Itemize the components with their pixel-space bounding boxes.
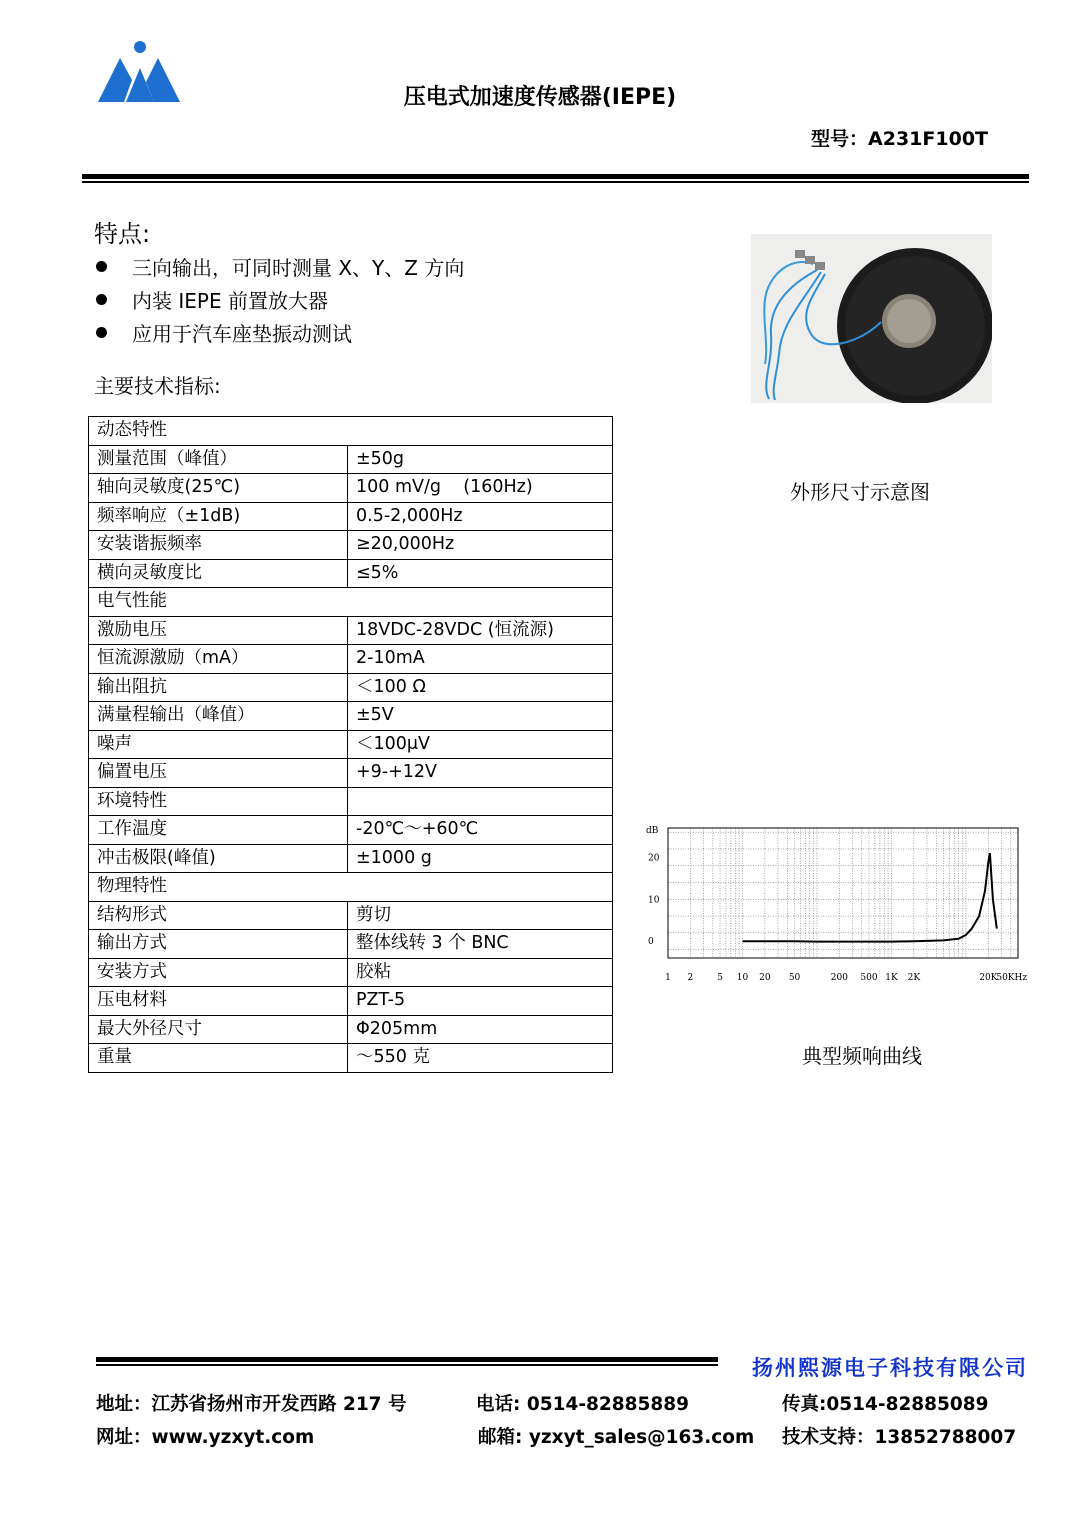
table-row [89, 645, 613, 674]
footer-support: 技术支持：13852788007 [782, 1427, 1017, 1448]
table-row [89, 445, 613, 474]
feature-item [96, 252, 464, 281]
y-tick-label: 20 [648, 853, 660, 864]
product-photo [751, 234, 992, 403]
spec-label: 横向灵敏度比 [89, 559, 348, 588]
section-title: 物理特性 [89, 873, 613, 902]
table-row [89, 1044, 613, 1073]
y-tick-label: 10 [648, 895, 660, 906]
x-tick-label: 2 [687, 973, 694, 983]
spec-value: 胶粘 [348, 958, 613, 987]
frequency-response-chart [640, 820, 1060, 990]
footer-divider [96, 1357, 718, 1362]
header-divider-thin [82, 181, 1029, 183]
spec-label: 测量范围（峰值） [89, 445, 348, 474]
feature-item [96, 318, 352, 347]
spec-table [88, 416, 613, 1073]
x-tick-label: 20 [759, 973, 771, 983]
x-tick-label: 20K [979, 973, 998, 983]
spec-value: 100 mV/g (160Hz) [348, 474, 613, 503]
table-row [89, 759, 613, 788]
bullet-icon [96, 294, 107, 305]
x-tick-label: 1 [665, 973, 671, 983]
table-row [89, 901, 613, 930]
spec-label: 输出阻抗 [89, 673, 348, 702]
spec-value: ≥20,000Hz [348, 531, 613, 560]
spec-label: 冲击极限(峰值) [89, 844, 348, 873]
spec-value: ±5V [348, 702, 613, 731]
table-row [89, 531, 613, 560]
spec-label: 工作温度 [89, 816, 348, 845]
spec-label: 噪声 [89, 730, 348, 759]
feature-text: 内装 IEPE 前置放大器 [132, 289, 328, 313]
spec-label: 恒流源激励（mA） [89, 645, 348, 674]
section-title: 环境特性 [89, 787, 348, 816]
section-row [89, 417, 613, 446]
company-logo [96, 40, 180, 104]
feature-text: 三向输出，可同时测量 X、Y、Z 方向 [132, 256, 465, 280]
section-row [89, 873, 613, 902]
feature-text: 应用于汽车座垫振动测试 [132, 322, 352, 346]
spec-label: 激励电压 [89, 616, 348, 645]
spec-value: +9-+12V [348, 759, 613, 788]
y-tick-label: 0 [648, 937, 654, 948]
document-title: 压电式加速度传感器(IEPE) [403, 85, 677, 110]
x-tick-label: 50KHz [996, 973, 1028, 983]
spec-value: ≤5% [348, 559, 613, 588]
spec-label: 结构形式 [89, 901, 348, 930]
spec-value: ±1000 g [348, 844, 613, 873]
table-row [89, 673, 613, 702]
spec-label: 偏置电压 [89, 759, 348, 788]
table-row [89, 559, 613, 588]
x-tick-label: 1K [885, 973, 898, 983]
table-row [89, 987, 613, 1016]
table-row [89, 816, 613, 845]
section-title: 动态特性 [89, 417, 613, 446]
footer-address: 地址：江苏省扬州市开发西路 217 号 [96, 1394, 407, 1415]
x-tick-label: 50 [788, 973, 801, 983]
spec-label: 频率响应（±1dB) [89, 502, 348, 531]
x-tick-label: 200 [830, 973, 848, 983]
spec-label: 输出方式 [89, 930, 348, 959]
table-row [89, 958, 613, 987]
photo-caption: 外形尺寸示意图 [790, 480, 930, 504]
footer-email[interactable]: 邮箱: yzxyt_sales@163.com [478, 1427, 755, 1448]
chart-grid [668, 828, 1018, 958]
spec-label: 安装方式 [89, 958, 348, 987]
section-row [89, 588, 613, 617]
sensor-illustration [751, 234, 992, 403]
y-axis-label: dB [646, 826, 659, 836]
spec-value: ＜100μV [348, 730, 613, 759]
x-tick-labels [665, 973, 1027, 983]
model-number: 型号：A231F100T [811, 128, 988, 150]
bullet-icon [96, 327, 107, 338]
company-name: 扬州熙源电子科技有限公司 [752, 1356, 1028, 1380]
spec-label: 轴向灵敏度(25℃) [89, 474, 348, 503]
spec-value: PZT-5 [348, 987, 613, 1016]
spec-label: 安装谐振频率 [89, 531, 348, 560]
spec-label: 满量程输出（峰值） [89, 702, 348, 731]
table-row [89, 844, 613, 873]
spec-value: ＜100 Ω [348, 673, 613, 702]
table-row [89, 702, 613, 731]
x-tick-label: 5 [717, 973, 723, 983]
table-row [89, 616, 613, 645]
section-row [89, 787, 613, 816]
table-row [89, 1015, 613, 1044]
footer-fax: 传真:0514-82885089 [782, 1394, 989, 1415]
features-heading: 特点: [94, 220, 151, 248]
spec-label: 重量 [89, 1044, 348, 1073]
x-tick-label: 2K [907, 973, 921, 983]
plot-frame [668, 828, 1018, 958]
table-row [89, 730, 613, 759]
header-divider [82, 174, 1029, 179]
spec-value: 整体线转 3 个 BNC [348, 930, 613, 959]
footer-website[interactable]: 网址：www.yzxyt.com [96, 1427, 315, 1448]
spec-value: ±50g [348, 445, 613, 474]
spec-value: ～550 克 [348, 1044, 613, 1073]
bullet-icon [96, 261, 107, 272]
spec-value: 0.5-2,000Hz [348, 502, 613, 531]
y-tick-labels [648, 853, 660, 947]
feature-item [96, 285, 328, 314]
spec-value: Φ205mm [348, 1015, 613, 1044]
footer-divider-thin [96, 1364, 718, 1366]
spec-value: 2-10mA [348, 645, 613, 674]
spec-value: -20℃～+60℃ [348, 816, 613, 845]
table-row [89, 474, 613, 503]
spec-label: 压电材料 [89, 987, 348, 1016]
empty-cell [348, 787, 613, 816]
table-row [89, 502, 613, 531]
x-tick-label: 500 [860, 973, 878, 983]
spec-value: 剪切 [348, 901, 613, 930]
section-title: 电气性能 [89, 588, 613, 617]
chart-caption: 典型频响曲线 [802, 1044, 922, 1068]
x-tick-label: 10 [736, 973, 749, 983]
table-row [89, 930, 613, 959]
footer-phone: 电话: 0514-82885889 [476, 1394, 689, 1415]
spec-label: 最大外径尺寸 [89, 1015, 348, 1044]
spec-value: 18VDC-28VDC (恒流源) [348, 616, 613, 645]
spec-heading: 主要技术指标: [94, 374, 221, 398]
